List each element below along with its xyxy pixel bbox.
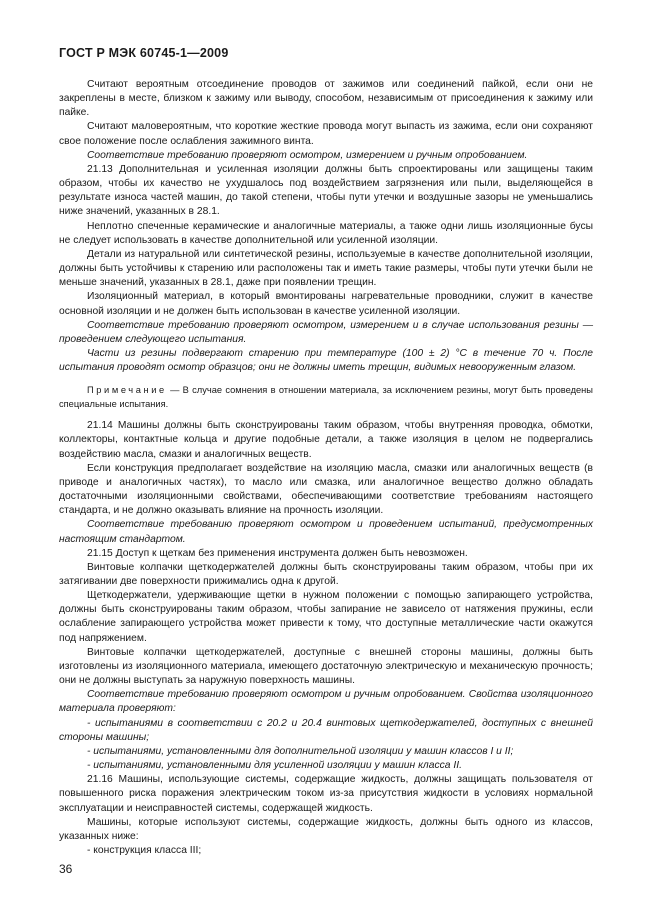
clause-21-14: 21.14 Машины должны быть сконструированы таким образом, чтобы внутренняя проводка, обмотки, коллекторы, контактные кольца и другие подобные детали, а также изоляция в целом не подвергались воздействию масла, смазки и аналогичных веществ. [59,420,593,460]
note-text: — В случае сомнения в отношении материала, за исключением резины, могут быть проведены специальные испытания. [59,385,593,410]
clause-21-15: 21.15 Доступ к щеткам без применения инструмента должен быть невозможен. [87,547,468,559]
clause-21-16: 21.16 Машины, использующие системы, содержащие жидкость, должны защищать пользователя от повышенного риска поражения электрическим током из-за присутствия жидкости в условиях нормальной эксплуатации и неисправностей системы, содержащей жидкость. [59,774,593,814]
compliance-paragraph: Соответствие требованию проверяют осмотром и проведением испытаний, предусмотренных настоящим стандартом. [59,519,593,545]
paragraph: Неплотно спеченные керамические и аналогичные материалы, а также одни лишь изоляционные бусы не следует использовать в качестве дополнительной или усиленной изоляции. [59,220,593,246]
compliance-paragraph: Соответствие требованию проверяют осмотром, измерением и в случае использования резины — проведением следующего испытания. [59,319,593,345]
note-label: Примечание [87,385,167,396]
paragraph: Винтовые колпачки щеткодержателей, доступные с внешней стороны машины, должны быть изготовлены из изоляционного материала, имеющего достаточную электрическую и механическую прочность; они не должны выступать за наружную поверхность машины. [59,646,593,687]
paragraph: Щеткодержатели, удерживающие щетки в нужном положении с помощью запирающего устройства, должны быть сконструированы таким образом, чтобы запирание не зависело от натяжения пружины, если ослабление запирающего устройства может привести к тому, что доступные металлические части окажутся под напряжением. [59,590,593,644]
list-item: - испытаниями, установленными для дополнительной изоляции у машин классов I и II; [87,745,514,757]
paragraph: Считают маловероятным, что короткие жесткие провода могут выпасть из зажима, если они сохраняют свое положение после ослабления зажимного винта. [59,121,593,147]
list-item: - испытаниями, установленными для усиленной изоляции у машин класса II. [87,760,462,772]
clause-21-13: 21.13 Дополнительная и усиленная изоляции должны быть спроектированы или защищены таким образом, чтобы их качество не ухудшалось под воздействием загрязнения или пыли, выделяющейся в результате износа частей машин, до такой степени, чтобы пути утечки и воздушные зазоры не уменьшались ниже значений, указанных в 28.1. [59,163,593,218]
document-header: ГОСТ Р МЭК 60745-1—2009 [59,46,229,60]
paragraph: Считают вероятным отсоединение проводов от зажимов или соединений пайкой, если они не закреплены в месте, близком к зажиму или выводу, способом, независимым от присоединения к зажиму или пайке. [59,79,593,119]
paragraph: Машины, которые используют системы, содержащие жидкость, должны быть одного из классов, указанных ниже: [59,816,593,842]
paragraph: Винтовые колпачки щеткодержателей должны быть сконструированы таким образом, чтобы при их затягивании две поверхности прижимались одна к другой. [59,561,593,587]
paragraph: Детали из натуральной или синтетической резины, используемые в качестве дополнительной изоляции, должны быть устойчивы к старению или расположены так и иметь такие размеры, чтобы пути утечки были не меньше значений, указанных в 28.1, даже при появлении трещин. [59,248,593,289]
list-item: - конструкция класса III; [87,844,202,856]
list-item: - испытаниями в соответствии с 20.2 и 20.4 винтовых щеткодержателей, доступных с внешней стороны машины; [59,717,593,743]
test-paragraph: Части из резины подвергают старению при температуре (100 ± 2) °С в течение 70 ч. После испытания проводят осмотр образцов; они не должны иметь трещин, видимых невооруженным глазом. [59,347,593,374]
compliance-paragraph: Соответствие требованию проверяют осмотром и ручным опробованием. Свойства изоляционного материала проверяют: [59,689,593,715]
document-body [59,78,593,858]
page-number: 36 [59,862,73,876]
note [59,383,593,411]
paragraph: Если конструкция предполагает воздействие на изоляцию масла, смазки или аналогичных веществ (в приводе и аналогичных частях), то масло или смазка, или аналогичное вещество должно обладать достаточными изоляционными свойствами, обеспечивающими соответствие требованиям настоящего стандарта, и не должно оказывать влияние на прочность изоляции. [59,462,593,517]
paragraph: Изоляционный материал, в который вмонтированы нагревательные проводники, служит в качестве основной изоляции и не должен быть использован в качестве усиленной изоляции. [59,291,593,317]
compliance-paragraph: Соответствие требованию проверяют осмотром, измерением и ручным опробованием. [87,149,528,161]
